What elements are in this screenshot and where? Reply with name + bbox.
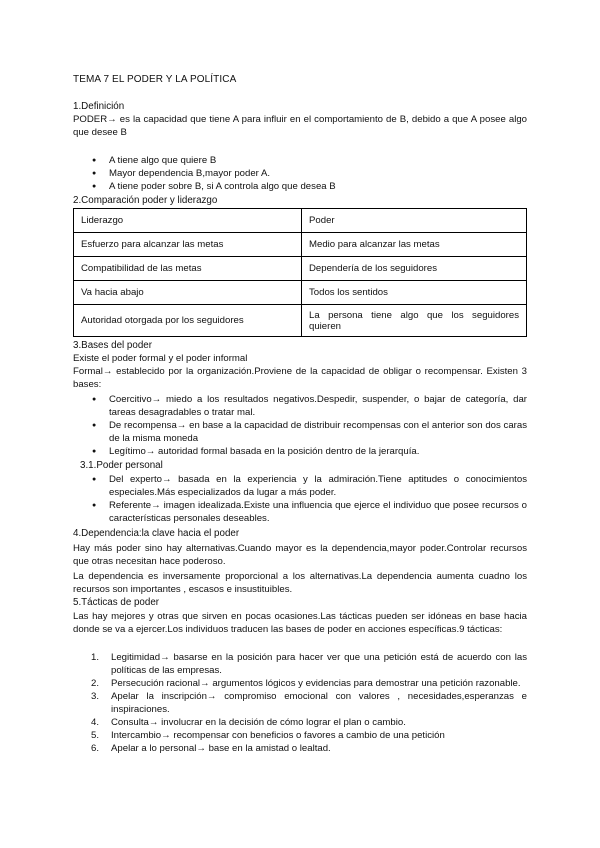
list-number: 6. xyxy=(91,743,100,754)
table-cell: Dependería de los seguidores xyxy=(302,257,527,281)
list-text: Legitimidad→ basarse en la posición para hacer ver que una petición está de acuerdo con las políticas de las empresas. xyxy=(111,652,527,676)
bullet-item: ● A tiene poder sobre B, si A controla algo que desea B xyxy=(91,180,527,193)
list-item xyxy=(91,690,527,716)
list-number: 3. xyxy=(91,691,100,702)
section-5-paragraph: Las hay mejores y otras que sirven en pocas ocasiones.Las tácticas pueden ser idóneas en base hacia donde se va a ejercer.Los individuos traducen las bases de poder en acciones específicas.9 tácticas: xyxy=(73,611,527,635)
bullet-item: ● De recompensa→ en base a la capacidad de distribuir recompensas con el anterior son dos caras de la misma moneda xyxy=(91,419,527,445)
section-4-paragraph-1: Hay más poder sino hay alternativas.Cuando mayor es la dependencia,mayor poder.Controlar recursos que otras necesitan hace poderoso. xyxy=(73,543,527,567)
section-3-1-heading: 3.1.Poder personal xyxy=(80,460,163,471)
list-number: 4. xyxy=(91,717,100,728)
list-item xyxy=(91,651,527,677)
document-title: TEMA 7 EL PODER Y LA POLÍTICA xyxy=(73,74,237,85)
section-3-paragraph: Formal→ establecido por la organización.Proviene de la capacidad de obligar o recompensar. Existen 3 bases: xyxy=(73,366,527,390)
list-item xyxy=(91,716,527,729)
table-header-cell: Liderazgo xyxy=(74,209,302,233)
section-1-bullets xyxy=(91,154,527,193)
section-5-heading: 5.Tácticas de poder xyxy=(73,597,160,608)
bullet-item: ● Mayor dependencia B,mayor poder A. xyxy=(91,167,527,180)
table-header-cell: Poder xyxy=(302,209,527,233)
tactics-list xyxy=(91,651,527,755)
list-text: Persecución racional→ argumentos lógicos y evidencias para demostrar una petición razonable. xyxy=(111,678,521,689)
list-text: Consulta→ involucrar en la decisión de cómo lograr el plan o cambio. xyxy=(111,717,406,728)
section-4-paragraph-2: La dependencia es inversamente proporcional a los alternativas.La dependencia aumenta cuadno los recursos son importantes , escasos e insustituibles. xyxy=(73,571,527,595)
bullet-item: ● Del experto→ basada en la experiencia y la admiración.Tiene aptitudes o conocimientos especiales.Más especializados da lugar a más poder. xyxy=(91,473,527,499)
comparison-table xyxy=(73,208,527,337)
section-1-paragraph: PODER→ es la capacidad que tiene A para influir en el comportamiento de B, debido a que A posee algo que desee B xyxy=(73,114,527,138)
list-text: Apelar la inscripción→ compromiso emocional con valores , necesidades,esperanzas e inspiraciones. xyxy=(111,691,527,715)
table-cell: Todos los sentidos xyxy=(302,281,527,305)
table-row xyxy=(74,257,527,281)
list-item xyxy=(91,677,527,690)
bullet-item: ● Referente→ imagen idealizada.Existe una influencia que ejerce el individuo que posee recursos o características personales deseables. xyxy=(91,499,527,525)
table-cell: Esfuerzo para alcanzar las metas xyxy=(74,233,302,257)
table-row xyxy=(74,305,527,337)
list-item xyxy=(91,729,527,742)
table-cell: Compatibilidad de las metas xyxy=(74,257,302,281)
list-number: 2. xyxy=(91,678,100,689)
table-cell: Va hacia abajo xyxy=(74,281,302,305)
list-item xyxy=(91,742,527,755)
table-header-row xyxy=(74,209,527,233)
bullet-item: ● A tiene algo que quiere B xyxy=(91,154,527,167)
section-1-heading: 1.Definición xyxy=(73,101,125,112)
section-3-bullets xyxy=(91,393,527,458)
section-2-heading: 2.Comparación poder y liderazgo xyxy=(73,195,218,206)
table-row xyxy=(74,233,527,257)
table-cell: Autoridad otorgada por los seguidores xyxy=(74,305,302,337)
section-3-1-bullets xyxy=(91,473,527,525)
list-number: 1. xyxy=(91,652,100,663)
section-4-heading: 4.Dependencia:la clave hacia el poder xyxy=(73,528,240,539)
list-text: Apelar a lo personal→ base en la amistad o lealtad. xyxy=(111,743,331,754)
list-number: 5. xyxy=(91,730,100,741)
section-3-heading: 3.Bases del poder xyxy=(73,340,152,351)
bullet-item: ● Legítimo→ autoridad formal basada en la posición dentro de la jerarquía. xyxy=(91,445,527,458)
bullet-item: ● Coercitivo→ miedo a los resultados negativos.Despedir, suspender, o bajar de categoría, dar tareas desagradables o tratar mal. xyxy=(91,393,527,419)
section-3-line: Existe el poder formal y el poder informal xyxy=(73,353,248,364)
table-cell: La persona tiene algo que los seguidores quieren xyxy=(302,305,527,337)
table-row xyxy=(74,281,527,305)
table-cell: Medio para alcanzar las metas xyxy=(302,233,527,257)
list-text: Intercambio→ recompensar con beneficios o favores a cambio de una petición xyxy=(111,730,445,741)
